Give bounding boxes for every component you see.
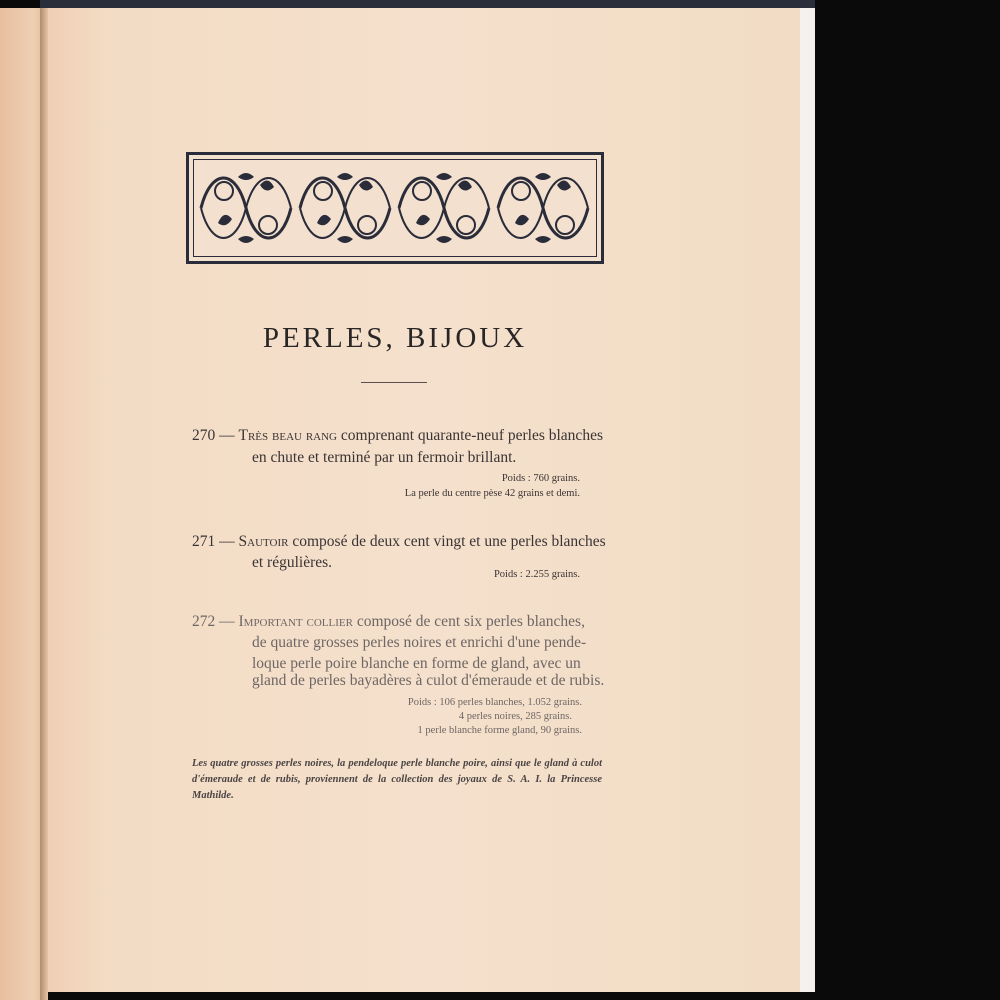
- book-gutter: [40, 8, 48, 1000]
- ornamental-headpiece: [186, 152, 604, 264]
- lot-271-weight: Poids : 2.255 grains.: [493, 569, 580, 580]
- lot-272-line-1: 272 — Important collier composé de cent six perles blanches,: [192, 613, 585, 630]
- lot-272-weight-3: 1 perle blanche forme gland, 90 grains.: [417, 725, 582, 736]
- lot-272-line-4: gland de perles bayadères à culot d'émeraude et de rubis.: [252, 672, 605, 689]
- lot-270-line-2: en chute et terminé par un fermoir brillant.: [252, 449, 517, 466]
- lot-271-line-1: 271 — Sautoir composé de deux cent vingt et une perles blanches: [192, 533, 606, 550]
- page-edge: [800, 8, 815, 992]
- page-title: PERLES, BIJOUX: [262, 322, 528, 354]
- lot-272-line-3: loque perle poire blanche en forme de gland, avec un: [252, 655, 581, 672]
- lot-272-line-2: de quatre grosses perles noires et enrichi d'une pende-: [252, 634, 587, 651]
- lot-270-line-1: 270 — Très beau rang comprenant quarante-neuf perles blanches: [192, 427, 603, 444]
- lot-270-weight-note: La perle du centre pèse 42 grains et demi.: [404, 488, 580, 499]
- lot-270-weight: Poids : 760 grains.: [501, 473, 580, 484]
- title-divider: [361, 382, 427, 383]
- provenance-note: Les quatre grosses perles noires, la pendeloque perle blanche poire, ainsi que le gland à culot d'émeraude et de rubis, proviennent de la collection des joyaux de S. A. I. la Princesse Mathilde.: [192, 758, 602, 801]
- scan-top-edge: [40, 0, 815, 8]
- lot-271-line-2: et régulières.: [252, 554, 333, 571]
- lot-272-weight-1: Poids : 106 perles blanches, 1.052 grains.: [407, 697, 582, 708]
- lot-272-weight-2: 4 perles noires, 285 grains.: [458, 711, 572, 722]
